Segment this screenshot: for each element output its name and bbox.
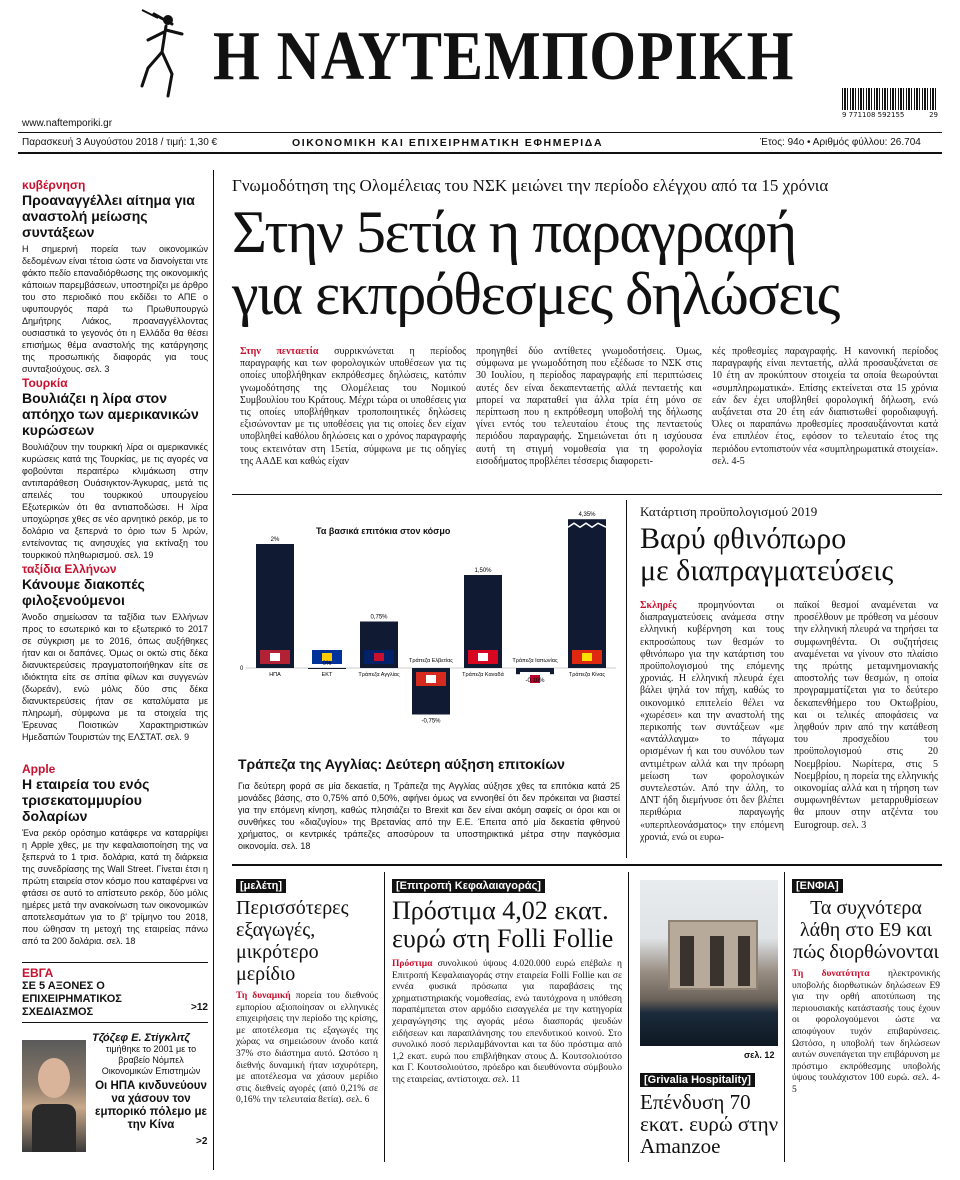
grivalia-label: [Grivalia Hospitality] bbox=[640, 1073, 755, 1087]
chart-svg bbox=[232, 500, 620, 750]
lead-headline-line1[interactable]: Στην 5ετία η παραγραφή bbox=[232, 199, 796, 265]
sidebar-story-3[interactable] bbox=[22, 562, 208, 743]
category-label-4: Τράπεζα Καναδά bbox=[462, 672, 504, 678]
folli-story[interactable] bbox=[392, 874, 622, 1087]
budget-headline-line2[interactable]: με διαπραγματεύσεις bbox=[640, 554, 894, 587]
evga-teaser[interactable] bbox=[22, 966, 208, 1019]
grivalia-story[interactable] bbox=[640, 1068, 780, 1157]
columnist-name: Τζόζεφ Ε. Στίγκλιτζ bbox=[92, 1032, 190, 1044]
sidebar-story-1[interactable] bbox=[22, 178, 208, 375]
budget-col-2: παϊκοί θεσμοί αναμένεται να προσέλθουν με πρόθεση να μέσουν την ελληνική πλευρά να τηρήσει τα συμφωνηθέντα. Οι συζητήσεις αναμένεται να γίνουν στο πλαίσιο της πρώτης μεταμνημονιακής αποστολής των θεσμών, η οποία προγραμματίζεται για το δεύτερο δεκαπενθήμερο του Οκτωβρίου, και οι τελικές αποφάσεις να ληφθούν πριν από την κατάθεση του προσχεδίου του προϋπολογισμού στις 20 Νοεμβρίου. Νωρίτερα, στις 5 Νοεμβρίου, η πορεία της ελληνικής οικονομίας αλλά και η τήρηση των συμφωνηθέντων μεταρρυθμίσεων θα μπουν στην ατζέντα του Eurogroup. σελ. 3 bbox=[794, 600, 938, 831]
value-label-4: 1,50% bbox=[474, 568, 492, 574]
tagline: ΟΙΚΟΝΟΜΙΚΗ ΚΑΙ ΕΠΙΧΕΙΡΗΜΑΤΙΚΗ ΕΦΗΜΕΡΙΔΑ bbox=[292, 137, 604, 149]
evga-label: ΕΒΓΑ bbox=[22, 966, 54, 980]
barcode-addon: 29 bbox=[929, 111, 938, 119]
folli-label: [Επιτροπή Κεφαλαιαγοράς] bbox=[392, 879, 545, 893]
enfia-label: [ΕΝΦΙΑ] bbox=[792, 879, 843, 893]
bottom-rule bbox=[232, 864, 942, 866]
barcode-number: 9 771108 592155 bbox=[842, 111, 905, 119]
flag-detail-2 bbox=[374, 653, 384, 661]
story-headline[interactable]: Βουλιάζει η λίρα στον απόηχο των αμερικανικών κυρώσεων bbox=[22, 390, 199, 438]
flag-detail-1 bbox=[322, 653, 332, 661]
value-label-2: 0,75% bbox=[370, 614, 388, 621]
meleti-story[interactable] bbox=[236, 874, 378, 1107]
flag-detail-6 bbox=[582, 653, 592, 661]
hermes-logo bbox=[132, 4, 194, 100]
value-label-5: -0,10% bbox=[525, 678, 545, 685]
value-label-1: 0% bbox=[322, 661, 332, 667]
category-label-2: Τράπεζα Αγγλίας bbox=[358, 672, 400, 678]
bar-0 bbox=[256, 544, 294, 668]
evga-page: >12 bbox=[191, 1002, 208, 1013]
folli-text: Πρόστιμα συνολικού ύψους 4.020.000 ευρώ επέβαλε η Επιτροπή Κεφαλαιαγοράς στην εταιρεία Folli Follie και σε εννέα φυσικά πρόσωπα για παραβάσεις της χρηματιστηριακής νομοθεσίας, ενώ ταυτόχρονα η υπόθεση παραπέμπεται στον αρμόδιο εισαγγελέα με την κατηγορία χειραγώγησης της αγοράς μέσω διασποράς ψευδών ειδήσεων και παραπλάνησης του επενδυτικού κοινού. Στο συνολικό ποσό περιλαμβάνονται και τα δύο πρόστιμα από 1,2 εκατ. ευρώ που επιβλήθηκαν στους Δ. Κουτσολιούτσο και Γ. Κουτσολιούτσο, πρόεδρο και διευθύνοντα σύμβουλο της εταιρείας, αντίστοιχα. σελ. 11 bbox=[392, 959, 622, 1085]
stiglitz-page: >2 bbox=[196, 1136, 208, 1147]
category-label-6: Τράπεζα Κίνας bbox=[568, 672, 606, 678]
category-label-1: ΕΚΤ bbox=[321, 672, 333, 678]
story-text: Άνοδο σημείωσαν τα ταξίδια των Ελλήνων προς το εσωτερικό και το εξωτερικό το 2017 σε σύγκριση με το 2016, όπως αυξήθηκες ήταν και οι δαπάνες. Όμως οι οκτώ στις δέκα διανυκτερεύσεις πραγματοποιήθηκαν είτε σε ιδιόκτητα είτε σε σπίτια φίλων και συγγενών (δωρεάν), ενώ μόλις δύο στις δέκα διανυκτερεύσεις ήταν σε καταλύματα με πληρωμή, σύμφωνα με τα στοιχεία της Έρευνας Ποιοτικών Χαρακτηριστικών Ημεδαπών Τουριστών της ΕΛΣΤΑΤ. σελ. 9 bbox=[22, 612, 208, 742]
lead-col-3: κές προθεσμίες παραγραφής. Η κανονική περίοδος παραγραφής είναι πενταετής, αλλά προσαυξάνεται σε 10 έτη αν προκύπτουν στοιχεία τα οποία θεωρούνται «συμπληρωματικά». Επίσης εκτείνεται στα 15 χρόνια εάν δεν έχει υποβληθεί φορολογική δήλωση, ενώ αυξάνεται στα 20 έτη εάν διαπιστωθεί φοροδιαφυγή. Όλες οι παραπάνω προθεσμίες προσαυξάνονται κατά ένα επιπλέον έτος, εφόσον το τελευταίο έτος της περιόδου εντοπιστούν νέα «συμπληρωματικά στοιχεία». σελ. 4-5 bbox=[712, 346, 938, 467]
bottom-divider-3 bbox=[784, 872, 785, 1162]
chart-title: Τα βασικά επιτόκια στον κόσμο bbox=[316, 526, 451, 536]
sidebar-story-2[interactable] bbox=[22, 376, 208, 561]
sidebar-story-4[interactable] bbox=[22, 762, 208, 947]
meleti-headline[interactable]: Περισσότερες εξαγωγές, μικρότερο μερίδιο bbox=[236, 897, 349, 985]
bar-1 bbox=[308, 668, 346, 669]
value-label-3: -0,75% bbox=[421, 718, 441, 725]
story-kicker: κυβέρνηση bbox=[22, 178, 86, 192]
column-headline[interactable]: Οι ΗΠΑ κινδυνεύουν να χάσουν τον εμπορικό πόλεμο με την Κίνα bbox=[95, 1080, 207, 1131]
baseline-label: 0 bbox=[240, 666, 244, 672]
folli-headline[interactable]: Πρόστιμα 4,02 εκατ. ευρώ στη Folli Follie bbox=[392, 896, 614, 953]
enfia-headline[interactable]: Τα συχνότερα λάθη στο Ε9 και πώς διορθώνονται bbox=[793, 897, 939, 963]
rates-chart bbox=[232, 500, 620, 750]
lead-col1-text: συρρικνώνεται η περίοδος παραγραφής και των φορολογικών υποθέσεων για τις οποίες υποβλήθηκαν εκπρόθεσμες δηλώσεις, κατόπιν γνωμοδότησης της Ολομέλειας του Νομικού Συμβουλίου του Κράτους. Μέχρι τώρα οι υποθέσεις για τις οποίες υποβλήθηκαν τροποποιητικές δηλώσεις εξισώνονταν με τις υποθέσεις για τις οποίες δεν είχαν υποβληθεί καθόλου δηλώσεις και ο χρόνος παραγραφής τους εκτεινόταν στη 15ετία, σύμφωνα με τις οδηγίες της ΑΑΔΕ και καθώς είχαν bbox=[240, 346, 467, 467]
date-price: Παρασκευή 3 Αυγούστου 2018 / τιμή: 1,30 € bbox=[22, 137, 218, 148]
value-label-0: 2% bbox=[270, 537, 280, 543]
lead-col1-lead: Στην πενταετία bbox=[240, 346, 319, 357]
story-headline[interactable]: Προαναγγέλλει αίτημα για αναστολή μείωσης συντάξεων bbox=[22, 192, 195, 240]
story-kicker: ταξίδια Ελλήνων bbox=[22, 562, 117, 576]
stiglitz-column[interactable] bbox=[92, 1032, 210, 1132]
bottom-divider-1 bbox=[384, 872, 385, 1162]
flag-detail-3 bbox=[426, 675, 436, 683]
lead-headline-line2[interactable]: για εκπρόθεσμες δηλώσεις bbox=[232, 261, 839, 327]
story-text: Βουλιάζουν την τουρκική λίρα οι αμερικανικές κυρώσεις κατά της Τουρκίας, με τις αγορές να φοβούνται περαιτέρω κλιμάκωση στην αντιπαράθεση Ουάσιγκτον-Άγκυρας, μετά τις απειλές του τουρκικού υπουργείου Εξωτερικών ότι θα αντιαποδώσει. Η λίρα υποχώρησε χθες σε νέο αρνητικό ρεκόρ, με το δολάριο να ξεπερνά το όριο των 5 λιρών, εντείνοντας τις ανησυχίες για εκτίναξη του τουρκικού πληθωρισμού. σελ. 19 bbox=[22, 442, 208, 560]
story-headline[interactable]: Κάνουμε διακοπές φιλοξενούμενοι bbox=[22, 576, 145, 608]
bar-6 bbox=[568, 519, 606, 668]
lead-rule bbox=[232, 494, 942, 495]
boe-text: Για δεύτερη φορά σε μία δεκαετία, η Τράπεζα της Αγγλίας αύξησε χθες τα επιτόκια κατά 25 μονάδες βάσης, στο 0,75% από 0,50%, αφήνει όμως να εννοηθεί ότι δεν πρόκειται να βιαστεί για την επόμενη κίνηση, καθώς πλησιάζει το Brexit και δεν είναι ακόμη σαφείς οι όροι και οι συνθήκες του «διαζυγίου» της Βρετανίας από την Ε.Ε. Έπειτα από μία δεκαετία φθηνού χρήματος, οι κεντρικές τράπεζες αποσύρουν τα υποστηρικτικά μέτρα στην παγκόσμια οικονομία. σελ. 18 bbox=[238, 781, 620, 851]
stiglitz-photo bbox=[22, 1040, 86, 1152]
stiglitz-rule bbox=[22, 1022, 208, 1023]
bottom-divider-2 bbox=[628, 872, 629, 1162]
website-url[interactable]: www.naftemporiki.gr bbox=[22, 118, 113, 129]
grivalia-headline[interactable]: Επένδυση 70 εκατ. ευρώ στην Amanzoe bbox=[640, 1090, 779, 1158]
budget-col1-lead: Σκληρές bbox=[640, 600, 677, 611]
category-label-0: ΗΠΑ bbox=[269, 672, 281, 678]
budget-headline-line1[interactable]: Βαρύ φθινόπωρο bbox=[640, 522, 847, 555]
barcode bbox=[842, 88, 938, 122]
lead-col-2: προηγηθεί δύο αντίθετες γνωμοδοτήσεις. Όμως, σύμφωνα με γνωμοδότηση που εξέδωσε το ΝΣΚ στις 30 Ιουλίου, η περίοδος παραγραφής επί περιπτώσεις αυτές δεν είναι δεκαπενταετής αλλά πενταετής και μπορεί να παραταθεί για άλλα τρία έτη μόνο σε περίπτωση που η εκπρόθεσμη υποβολή της δήλωσης γίνει εντός του τελευταίου έτους της πενταετούς περιόδου παραγραφής. Σημειώνεται ότι η ισχύουσα αυτή τη στιγμή νομοθεσία για τη φορολογία εισοδήματος προβλέπει τέσσερις διαφορετι- bbox=[476, 346, 702, 467]
enfia-text: Τη δυνατότητα ηλεκτρονικής υποβολής διορθωτικών δηλώσεων Ε9 για την ορθή αποτύπωση της περιουσιακής κατάστασής τους έχουν οι φορολογούμενοι ώστε να αποφύγουν τυχόν επιβαρύνσεις. Ωστόσο, η υποβολή των δηλώσεων αυτών συνεπάγεται την επιβάρυνση με πρόστιμο εκπρόθεσμης υποβολής ύψους τουλάχιστον 100 ευρώ. σελ. 4-5 bbox=[792, 969, 941, 1095]
masthead-rule-bottom bbox=[18, 152, 942, 154]
category-label-5: Τράπεζα Ιαπωνίας bbox=[512, 658, 558, 664]
columnist-bio: τιμήθηκε το 2001 με το βραβείο Νόμπελ Οικονομικών Επιστημών bbox=[101, 1044, 201, 1076]
category-label-3: Τράπεζα Ελβετίας bbox=[409, 658, 453, 664]
flag-detail-0 bbox=[270, 653, 280, 661]
budget-col-1 bbox=[640, 600, 784, 844]
year-issue: Έτος: 94ο • Αριθμός φύλλου: 26.704 bbox=[760, 137, 921, 148]
story-headline[interactable]: Η εταιρεία του ενός τρισεκατομμυρίου δολαρίων bbox=[22, 776, 150, 824]
budget-col1-text: προμηνύονται οι διαπραγματεύσεις ανάμεσα στην ελληνική κυβέρνηση και τους εκπροσώπους των θεσμών το φθινόπωρο για την κατάρτιση του προϋπολογισμού της επόμενης χρονιάς. Η ελληνική πλευρά έχει βάλει ψηλά τον πήχη, καθώς το οικονομικό επιτελείο θέλει να «χωρέσει» και την αναστολή της περικοπής των συντάξεων «με «αντάλλαγμα» το πάγωμα ορισμένων ή και του συνόλου των αντιμέτρων αλλά και την πρόωρη μείωση των φορολογικών συντελεστών. Από την άλλη, το ΔΝΤ ήδη διεμήνυσε ότι δεν βλέπει περιθώρια παραγωγής «υπερπλεονάσματος» την επόμενη χρονιά, ενώ οι ευρω- bbox=[640, 600, 784, 843]
boe-headline[interactable]: Τράπεζα της Αγγλίας: Δεύτερη αύξηση επιτοκίων bbox=[238, 756, 565, 772]
budget-divider bbox=[626, 500, 627, 858]
meleti-text: Τη δυναμική πορεία του διεθνούς εμπορίου αξιοποίησαν οι ελληνικές επιχειρήσεις την περίοδο της κρίσης, με αποτέλεσμα τις εξαγωγές της χώρας να σημειώσουν άνοδο κατά 37% στο διάστημα αυτό. Ωστόσο η διεθνής δυναμική ήταν ισχυρότερη, με αποτέλεσμα να χάσουν μερίδιο στις διεθνείς αγορές (από 0,21% σε 0,16% την τελευταία 8ετία). σελ. 6 bbox=[236, 991, 378, 1106]
story-text: Ένα ρεκόρ ορόσημο κατάφερε να καταρρίψει η Apple χθες, με την κεφαλαιοποίηση της να ξεπερνά το 1 τρισ. δολάρια, κατά τη διάρκεια της συνεδρίασης της Wall Street. Γίνεται έτσι η πρώτη εταιρεία στον κόσμο που καταφέρνει να φτάσει σε αυτό το απίστευτο ρεκόρ, δύο μόλις ημέρες μετά την ανακοίνωση των οικονομικών αποτελεσμάτων για το β' τρίμηνο του 2018, που ώθησαν τη μετοχή της εταιρείας πάνω από τα 200 δολάρια. σελ. 18 bbox=[22, 828, 208, 946]
newspaper-title: Η ΝΑΥΤΕΜΠΟΡΙΚΗ bbox=[213, 18, 795, 95]
enfia-story[interactable] bbox=[792, 874, 940, 1097]
story-text: Η σημερινή πορεία των οικονομικών δεδομένων είναι τέτοια ώστε να διανοίγεται ντε φάκτο πεδίο επαναδιόρθωσης της οικονομικής κάποιων παρεμβάσεων, υποστηρίζει με άρθρο του στο περιοδικό που εκδίδει το ΑΠΕ ο υφυπουργός παρά τω Πρωθυπουργώ Δημήτρης Λιάκος, προαναγγέλλοντας ουσιαστικά το γεγονός ότι η Ελλάδα θα θέσει επισήμως θέμα αναστολής της κατάργησης της προσωπικής διαφοράς για τους συνταξιούχους. σελ. 3 bbox=[22, 244, 208, 374]
story-kicker: Τουρκία bbox=[22, 376, 68, 390]
story-kicker: Apple bbox=[22, 762, 56, 776]
lead-col-1 bbox=[240, 346, 466, 468]
amanzoe-photo bbox=[640, 880, 778, 1046]
flag-detail-4 bbox=[478, 653, 488, 661]
evga-rule bbox=[22, 962, 208, 963]
lead-subhead: Γνωμοδότηση της Ολομέλειας του ΝΣΚ μειώνει την περίοδο ελέγχου από τα 15 χρόνια bbox=[232, 176, 829, 195]
photo-page: σελ. 12 bbox=[744, 1050, 775, 1060]
value-label-6: 4,35% bbox=[578, 512, 596, 519]
meleti-label: [μελέτη] bbox=[236, 879, 286, 893]
budget-kicker: Κατάρτιση προϋπολογισμού 2019 bbox=[640, 504, 818, 519]
sidebar-divider bbox=[213, 170, 214, 1170]
evga-text[interactable]: ΣΕ 5 ΑΞΟΝΕΣ Ο ΕΠΙΧΕΙΡΗΜΑΤΙΚΟΣ ΣΧΕΔΙΑΣΜΟΣ bbox=[22, 980, 122, 1018]
masthead-rule bbox=[18, 132, 942, 133]
